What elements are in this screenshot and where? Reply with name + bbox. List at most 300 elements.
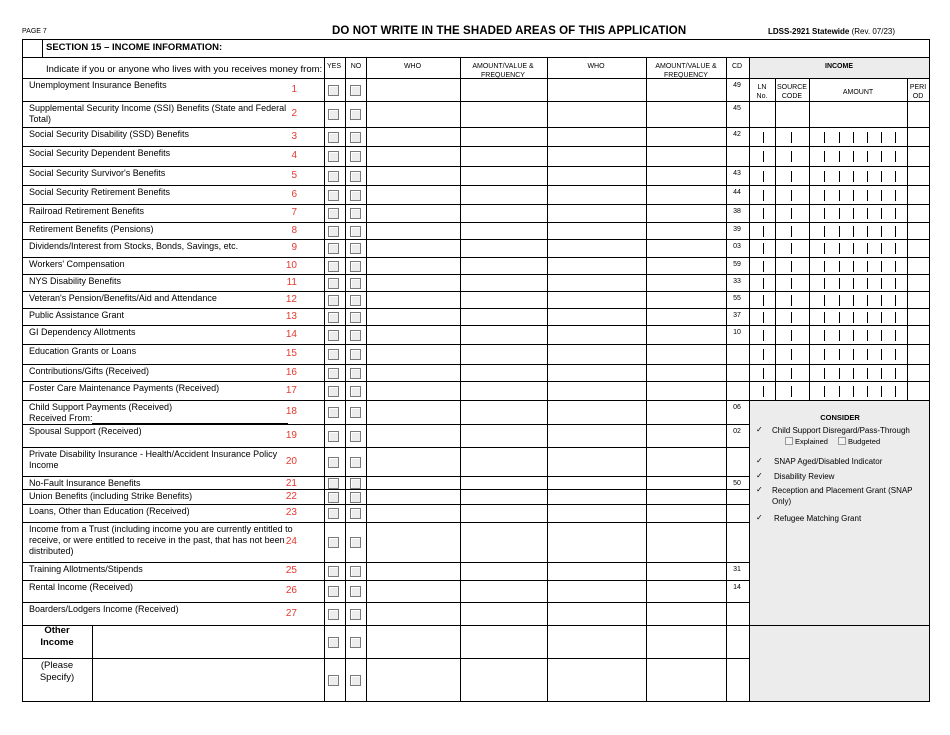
who-field-1[interactable] <box>367 258 460 274</box>
income-row-number: 21 <box>285 478 297 489</box>
amount-field-2[interactable] <box>647 275 726 291</box>
income-row-label-line: Received From: <box>29 413 93 423</box>
amount-field-1[interactable] <box>461 205 547 222</box>
income-tick <box>881 132 882 143</box>
income-row-label <box>29 402 172 424</box>
other-income-specify-field-1[interactable] <box>92 626 301 658</box>
no-checkbox[interactable] <box>350 478 361 489</box>
income-tick <box>867 330 868 341</box>
amount-field-2[interactable] <box>647 326 726 344</box>
amount-field-2[interactable] <box>647 581 726 602</box>
col-ln-line2: No. <box>756 93 768 100</box>
who-field-1[interactable] <box>367 102 460 127</box>
income-tick <box>853 151 854 162</box>
income-row-label-line: Private Disability Insurance - Health/Accident Insurance Policy <box>29 449 278 459</box>
who-field-1[interactable] <box>367 425 460 447</box>
income-tick <box>853 278 854 289</box>
income-tick <box>867 295 868 306</box>
income-tick <box>867 368 868 379</box>
income-tick <box>763 261 764 272</box>
no-checkbox[interactable] <box>350 586 361 597</box>
col-divider <box>324 57 325 701</box>
amount-field-2[interactable] <box>647 448 726 476</box>
income-row-label-line: Railroad Retirement Benefits <box>29 206 145 216</box>
amount-field-2[interactable] <box>647 240 726 257</box>
income-row-label <box>29 276 121 287</box>
who-field-2[interactable] <box>548 326 646 344</box>
yes-checkbox[interactable] <box>328 492 339 503</box>
income-tick <box>791 349 792 360</box>
who-field-1[interactable] <box>367 505 460 522</box>
amount-field-1[interactable] <box>461 603 547 625</box>
cd-code: 03 <box>733 243 741 250</box>
who-field-2[interactable] <box>548 523 646 562</box>
income-tick <box>853 190 854 201</box>
who-field-2[interactable] <box>548 425 646 447</box>
yes-checkbox[interactable] <box>328 368 339 379</box>
amount-field-2[interactable] <box>647 258 726 274</box>
income-tick <box>763 208 764 219</box>
no-checkbox[interactable] <box>350 226 361 237</box>
who-field-1[interactable] <box>367 448 460 476</box>
who-field-1[interactable] <box>367 79 460 101</box>
amount-field-2[interactable] <box>647 186 726 204</box>
income-tick <box>824 368 825 379</box>
who-field-2[interactable] <box>548 365 646 381</box>
who-field-1[interactable] <box>367 523 460 562</box>
explained-checkbox[interactable] <box>785 437 793 445</box>
income-row-label <box>29 426 142 437</box>
income-tick <box>824 190 825 201</box>
amount-field-1[interactable] <box>461 292 547 308</box>
yes-checkbox[interactable] <box>328 312 339 323</box>
yes-checkbox[interactable] <box>328 85 339 96</box>
income-tick <box>853 208 854 219</box>
who-field-1[interactable] <box>367 382 460 400</box>
income-tick <box>839 226 840 237</box>
yes-checkbox[interactable] <box>328 457 339 468</box>
consider-item <box>774 513 861 524</box>
amount-field-2[interactable] <box>647 223 726 239</box>
who-field-2[interactable] <box>548 603 646 625</box>
income-tick <box>839 295 840 306</box>
income-row-label <box>29 187 170 198</box>
income-row-label-line: Spousal Support (Received) <box>29 426 142 436</box>
yes-checkbox[interactable] <box>328 151 339 162</box>
yes-checkbox[interactable] <box>328 171 339 182</box>
income-tick <box>867 386 868 397</box>
no-checkbox[interactable] <box>350 278 361 289</box>
amount-field-2[interactable] <box>647 523 726 562</box>
amount-field-1[interactable] <box>461 167 547 185</box>
amount-field-2[interactable] <box>647 102 726 127</box>
who-field-2[interactable] <box>548 102 646 127</box>
income-tick <box>839 243 840 254</box>
income-row-number: 10 <box>285 259 297 271</box>
no-checkbox[interactable] <box>350 609 361 620</box>
who-field-2[interactable] <box>548 309 646 325</box>
income-tick <box>853 295 854 306</box>
who-field-2[interactable] <box>548 128 646 146</box>
income-row-label <box>29 383 219 394</box>
yes-checkbox[interactable] <box>328 537 339 548</box>
who-field-1[interactable] <box>367 240 460 257</box>
amount-field-1[interactable] <box>461 223 547 239</box>
col-source-line1: SOURCE <box>777 84 807 91</box>
amount-field-1[interactable] <box>461 102 547 127</box>
yes-checkbox[interactable] <box>328 261 339 272</box>
income-tick <box>791 295 792 306</box>
income-tick <box>895 386 896 397</box>
other-income-specify-field-2[interactable] <box>92 659 301 701</box>
who-field-2[interactable] <box>548 79 646 101</box>
amount-field-1[interactable] <box>461 401 547 424</box>
yes-checkbox[interactable] <box>328 478 339 489</box>
income-tick <box>867 312 868 323</box>
income-tick <box>839 349 840 360</box>
amount-field-2[interactable] <box>647 79 726 101</box>
income-row-label-line: Social Security Dependent Benefits <box>29 148 171 158</box>
no-checkbox[interactable] <box>350 386 361 397</box>
amount-field-1[interactable] <box>461 326 547 344</box>
income-tick <box>791 386 792 397</box>
income-row-label-line: No-Fault Insurance Benefits <box>29 478 141 488</box>
income-tick <box>881 368 882 379</box>
income-tick <box>881 278 882 289</box>
amount-field-2[interactable] <box>647 365 726 381</box>
header-bottom-office <box>726 78 930 79</box>
yes-checkbox[interactable] <box>328 566 339 577</box>
income-row-label <box>29 346 136 357</box>
who-field-2[interactable] <box>548 223 646 239</box>
col-period <box>907 83 929 101</box>
col-amount-2 <box>646 62 726 80</box>
income-row-number: 17 <box>285 384 297 396</box>
cd-code: 38 <box>733 208 741 215</box>
who-field-1[interactable] <box>367 147 460 166</box>
income-row-label-line: Workers' Compensation <box>29 259 125 269</box>
no-checkbox[interactable] <box>350 312 361 323</box>
who-field-1[interactable] <box>367 326 460 344</box>
amount-field-1[interactable] <box>461 275 547 291</box>
no-checkbox[interactable] <box>350 109 361 120</box>
amount-field-2[interactable] <box>647 167 726 185</box>
cd-code: 39 <box>733 226 741 233</box>
cd-code: 14 <box>733 584 741 591</box>
amount-field-1[interactable] <box>461 79 547 101</box>
amount-field-1[interactable] <box>461 581 547 602</box>
who-field-1[interactable] <box>367 309 460 325</box>
yes-checkbox[interactable] <box>328 407 339 418</box>
income-tick <box>895 368 896 379</box>
income-tick <box>824 330 825 341</box>
cd-code: 37 <box>733 312 741 319</box>
yes-checkbox[interactable] <box>328 190 339 201</box>
no-checkbox[interactable] <box>350 132 361 143</box>
budgeted-checkbox[interactable] <box>838 437 846 445</box>
income-row-label-line: Rental Income (Received) <box>29 582 134 592</box>
income-tick <box>839 312 840 323</box>
no-checkbox[interactable] <box>350 295 361 306</box>
who-field-2[interactable] <box>548 275 646 291</box>
col-ln-no <box>750 83 774 101</box>
no-checkbox[interactable] <box>350 208 361 219</box>
amount-field-1[interactable] <box>461 563 547 580</box>
who-field-2[interactable] <box>548 186 646 204</box>
no-checkbox[interactable] <box>350 243 361 254</box>
income-row-number: 6 <box>291 188 297 200</box>
amount-field-2[interactable] <box>647 603 726 625</box>
income-tick <box>824 295 825 306</box>
income-tick <box>791 278 792 289</box>
income-row-label-line: Loans, Other than Education (Received) <box>29 506 190 516</box>
other-income-no-checkbox[interactable] <box>350 675 361 686</box>
income-tick <box>839 368 840 379</box>
no-checkbox[interactable] <box>350 457 361 468</box>
income-tick <box>867 243 868 254</box>
income-tick <box>824 226 825 237</box>
income-row-label-line: Union Benefits (including Strike Benefits) <box>29 491 193 501</box>
income-row-label <box>29 241 238 252</box>
who-field-1[interactable] <box>367 401 460 424</box>
amount-field-1[interactable] <box>461 128 547 146</box>
amount-field-2[interactable] <box>647 128 726 146</box>
amount-field-2[interactable] <box>647 205 726 222</box>
no-checkbox[interactable] <box>350 508 361 519</box>
other-income-yes-checkbox[interactable] <box>328 675 339 686</box>
income-tick <box>853 226 854 237</box>
who-field-1[interactable] <box>367 275 460 291</box>
other-income-no-checkbox[interactable] <box>350 637 361 648</box>
income-tick <box>763 295 764 306</box>
no-checkbox[interactable] <box>350 261 361 272</box>
income-row-label-line: Foster Care Maintenance Payments (Received) <box>29 383 220 393</box>
income-row-number: 19 <box>285 429 297 441</box>
amount-field-1[interactable] <box>461 477 547 489</box>
income-tick <box>853 171 854 182</box>
income-tick <box>881 171 882 182</box>
who-field-2[interactable] <box>548 581 646 602</box>
who-field-2[interactable] <box>548 505 646 522</box>
yes-checkbox[interactable] <box>328 132 339 143</box>
cd-code: 42 <box>733 131 741 138</box>
amount-field-2[interactable] <box>647 425 726 447</box>
who-field-2[interactable] <box>548 490 646 504</box>
consider-budgeted-option[interactable] <box>838 437 880 446</box>
who-field-1[interactable] <box>367 292 460 308</box>
who-field-2[interactable] <box>548 477 646 489</box>
amount-field-1[interactable] <box>461 523 547 562</box>
who-field-1[interactable] <box>367 205 460 222</box>
amount-field-1[interactable] <box>461 505 547 522</box>
no-checkbox[interactable] <box>350 407 361 418</box>
income-row-label-line: receive, or were entitled to receive in the past, that has not been <box>29 535 285 545</box>
income-row-label <box>29 148 170 159</box>
no-checkbox[interactable] <box>350 330 361 341</box>
who-field-2[interactable] <box>548 167 646 185</box>
income-row-number: 27 <box>285 607 297 619</box>
income-tick <box>867 261 868 272</box>
no-checkbox[interactable] <box>350 85 361 96</box>
amount-field-1[interactable] <box>461 240 547 257</box>
income-row-label-line: GI Dependency Allotments <box>29 327 136 337</box>
who-field-2[interactable] <box>548 401 646 424</box>
yes-checkbox[interactable] <box>328 386 339 397</box>
income-row-label <box>29 582 133 593</box>
amount-field-1[interactable] <box>461 448 547 476</box>
no-checkbox[interactable] <box>350 566 361 577</box>
who-field-2[interactable] <box>548 382 646 400</box>
no-checkbox[interactable] <box>350 190 361 201</box>
yes-checkbox[interactable] <box>328 278 339 289</box>
income-tick <box>867 171 868 182</box>
who-field-1[interactable] <box>367 477 460 489</box>
income-tick <box>895 190 896 201</box>
income-row-label <box>29 259 125 270</box>
yes-checkbox[interactable] <box>328 431 339 442</box>
income-tick <box>763 171 764 182</box>
yes-checkbox[interactable] <box>328 109 339 120</box>
yes-checkbox[interactable] <box>328 508 339 519</box>
income-row-number: 2 <box>291 108 297 119</box>
other-line4: Specify) <box>39 672 75 683</box>
yes-checkbox[interactable] <box>328 295 339 306</box>
who-field-2[interactable] <box>548 448 646 476</box>
who-field-2[interactable] <box>548 292 646 308</box>
income-tick <box>853 132 854 143</box>
who-field-1[interactable] <box>367 490 460 504</box>
yes-checkbox[interactable] <box>328 243 339 254</box>
income-tick <box>867 132 868 143</box>
income-row-label-line: Supplemental Security Income (SSI) Benefits (State and Federal <box>29 103 287 113</box>
income-tick <box>763 243 764 254</box>
amount-field-2[interactable] <box>647 401 726 424</box>
consider-item-text-line2: Only) <box>772 497 792 506</box>
income-row-number: 14 <box>285 328 297 340</box>
income-tick <box>881 226 882 237</box>
income-row-label-line: Social Security Disability (SSD) Benefits <box>29 129 190 139</box>
consider-title: CONSIDER <box>820 413 860 422</box>
who-field-2[interactable] <box>548 240 646 257</box>
no-checkbox[interactable] <box>350 537 361 548</box>
who-field-2[interactable] <box>548 563 646 580</box>
who-field-1[interactable] <box>367 223 460 239</box>
who-field-1[interactable] <box>367 167 460 185</box>
income-tick <box>895 151 896 162</box>
col-amount-1-line2: FREQUENCY <box>481 72 525 79</box>
amount-field-1[interactable] <box>461 147 547 166</box>
income-row-number: 12 <box>285 293 297 305</box>
amount-field-2[interactable] <box>647 505 726 522</box>
received-from-underline <box>92 423 288 424</box>
amount-field-2[interactable] <box>647 477 726 489</box>
other-income-yes-checkbox[interactable] <box>328 637 339 648</box>
amount-field-1[interactable] <box>461 345 547 364</box>
amount-field-1[interactable] <box>461 186 547 204</box>
amount-field-2[interactable] <box>647 382 726 400</box>
amount-field-2[interactable] <box>647 490 726 504</box>
who-field-1[interactable] <box>367 365 460 381</box>
income-tick <box>791 261 792 272</box>
who-field-1[interactable] <box>367 603 460 625</box>
income-row-number: 9 <box>291 242 297 253</box>
amount-field-1[interactable] <box>461 365 547 381</box>
amount-field-2[interactable] <box>647 147 726 166</box>
yes-checkbox[interactable] <box>328 349 339 360</box>
income-row-label-line: Veteran's Pension/Benefits/Aid and Attendance <box>29 293 217 303</box>
amount-field-2[interactable] <box>647 292 726 308</box>
income-tick <box>791 208 792 219</box>
amount-field-1[interactable] <box>461 490 547 504</box>
income-row-label-line: Retirement Benefits (Pensions) <box>29 224 154 234</box>
who-field-2[interactable] <box>548 205 646 222</box>
cd-code: 45 <box>733 105 741 112</box>
income-row-label <box>29 168 165 179</box>
yes-checkbox[interactable] <box>328 208 339 219</box>
income-row-label <box>29 103 286 125</box>
income-row-label-line: Social Security Survivor's Benefits <box>29 168 166 178</box>
no-checkbox[interactable] <box>350 431 361 442</box>
yes-checkbox[interactable] <box>328 226 339 237</box>
income-row-number: 1 <box>291 83 297 95</box>
who-field-1[interactable] <box>367 186 460 204</box>
who-field-1[interactable] <box>367 563 460 580</box>
income-tick <box>824 243 825 254</box>
who-field-1[interactable] <box>367 128 460 146</box>
income-tick <box>867 151 868 162</box>
income-row-label <box>29 366 149 377</box>
yes-checkbox[interactable] <box>328 330 339 341</box>
consider-item-text: Reception and Placement Grant (SNAP <box>772 486 913 495</box>
income-tick <box>763 226 764 237</box>
income-tick <box>763 151 764 162</box>
income-tick <box>895 330 896 341</box>
yes-checkbox[interactable] <box>328 609 339 620</box>
who-field-2[interactable] <box>548 258 646 274</box>
income-tick <box>839 278 840 289</box>
who-field-2[interactable] <box>548 345 646 364</box>
income-tick <box>763 349 764 360</box>
income-row-label <box>29 564 143 575</box>
amount-field-1[interactable] <box>461 382 547 400</box>
amount-field-2[interactable] <box>647 345 726 364</box>
income-row-label-line: Education Grants or Loans <box>29 346 137 356</box>
amount-field-1[interactable] <box>461 425 547 447</box>
no-checkbox[interactable] <box>350 151 361 162</box>
amount-field-1[interactable] <box>461 309 547 325</box>
no-checkbox[interactable] <box>350 171 361 182</box>
amount-field-2[interactable] <box>647 563 726 580</box>
consider-explained-option[interactable] <box>785 437 828 446</box>
income-tick <box>895 278 896 289</box>
income-row-number: 7 <box>291 207 297 218</box>
who-field-2[interactable] <box>548 147 646 166</box>
income-row-label <box>29 506 190 517</box>
income-row-number: 20 <box>285 455 297 467</box>
amount-field-1[interactable] <box>461 258 547 274</box>
no-checkbox[interactable] <box>350 492 361 503</box>
income-row-number: 3 <box>291 130 297 142</box>
amount-field-2[interactable] <box>647 309 726 325</box>
income-tick <box>791 368 792 379</box>
income-tick <box>791 312 792 323</box>
income-tick <box>824 132 825 143</box>
who-field-1[interactable] <box>367 581 460 602</box>
yes-checkbox[interactable] <box>328 586 339 597</box>
no-checkbox[interactable] <box>350 349 361 360</box>
no-checkbox[interactable] <box>350 368 361 379</box>
who-field-1[interactable] <box>367 345 460 364</box>
